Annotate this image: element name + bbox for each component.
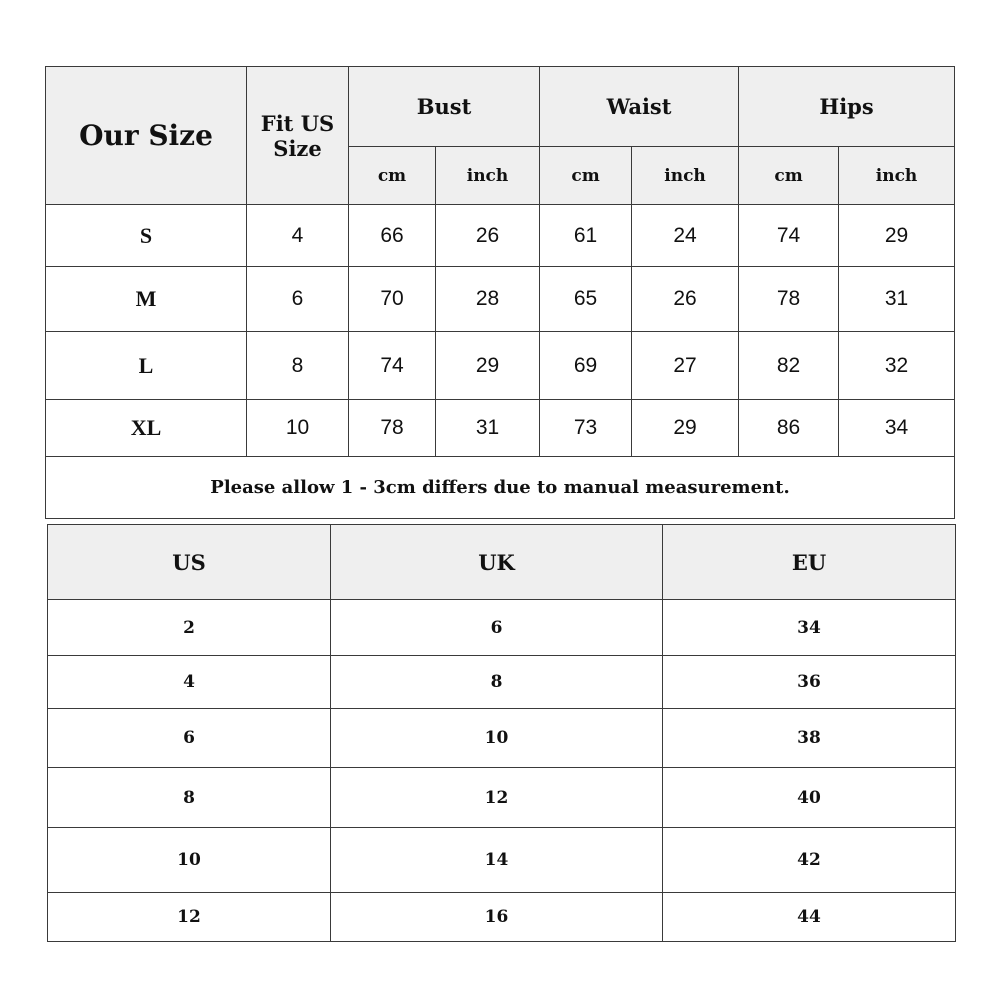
table-row <box>48 828 956 893</box>
waist-inch-value: 29 <box>632 400 739 457</box>
size-label: M <box>46 267 247 332</box>
fit-us-size-value: 8 <box>247 332 349 400</box>
header-uk: UK <box>331 525 663 600</box>
waist-inch-value: 27 <box>632 332 739 400</box>
eu-size-value: 42 <box>663 828 956 893</box>
bust-inch-value: 28 <box>436 267 540 332</box>
bust-cm-value: 78 <box>349 400 436 457</box>
table-row <box>48 656 956 709</box>
bust-cm-value: 70 <box>349 267 436 332</box>
us-size-value: 10 <box>48 828 331 893</box>
hips-cm-value: 86 <box>739 400 839 457</box>
unit-hips-inch: inch <box>839 147 955 205</box>
us-size-value: 8 <box>48 768 331 828</box>
waist-inch-value: 26 <box>632 267 739 332</box>
waist-cm-value: 69 <box>540 332 632 400</box>
bust-inch-value: 31 <box>436 400 540 457</box>
header-fit-us-size: Fit US Size <box>247 67 349 205</box>
eu-size-value: 34 <box>663 600 956 656</box>
unit-hips-cm: cm <box>739 147 839 205</box>
size-label: XL <box>46 400 247 457</box>
hips-inch-value: 29 <box>839 205 955 267</box>
eu-size-value: 38 <box>663 709 956 768</box>
header-eu: EU <box>663 525 956 600</box>
hips-cm-value: 82 <box>739 332 839 400</box>
header-hips: Hips <box>739 67 955 147</box>
table-row <box>46 332 955 400</box>
size-conversion-table <box>47 524 956 942</box>
uk-size-value: 8 <box>331 656 663 709</box>
hips-inch-value: 32 <box>839 332 955 400</box>
waist-cm-value: 61 <box>540 205 632 267</box>
fit-us-size-value: 6 <box>247 267 349 332</box>
bust-cm-value: 66 <box>349 205 436 267</box>
table-row <box>48 709 956 768</box>
size-measurement-table <box>45 66 955 519</box>
fit-us-size-value: 10 <box>247 400 349 457</box>
size-label: L <box>46 332 247 400</box>
table-row <box>46 205 955 267</box>
eu-size-value: 36 <box>663 656 956 709</box>
header-our-size: Our Size <box>46 67 247 205</box>
uk-size-value: 10 <box>331 709 663 768</box>
uk-size-value: 16 <box>331 893 663 942</box>
fit-us-size-value: 4 <box>247 205 349 267</box>
unit-waist-inch: inch <box>632 147 739 205</box>
measurement-note: Please allow 1 - 3cm differs due to manual measurement. <box>46 457 955 519</box>
bust-inch-value: 29 <box>436 332 540 400</box>
uk-size-value: 12 <box>331 768 663 828</box>
table-row <box>46 267 955 332</box>
hips-cm-value: 74 <box>739 205 839 267</box>
table-row <box>46 400 955 457</box>
hips-cm-value: 78 <box>739 267 839 332</box>
table-row <box>48 893 956 942</box>
unit-waist-cm: cm <box>540 147 632 205</box>
unit-bust-inch: inch <box>436 147 540 205</box>
eu-size-value: 44 <box>663 893 956 942</box>
bust-cm-value: 74 <box>349 332 436 400</box>
us-size-value: 12 <box>48 893 331 942</box>
header-us: US <box>48 525 331 600</box>
waist-inch-value: 24 <box>632 205 739 267</box>
uk-size-value: 6 <box>331 600 663 656</box>
unit-bust-cm: cm <box>349 147 436 205</box>
header-waist: Waist <box>540 67 739 147</box>
us-size-value: 6 <box>48 709 331 768</box>
waist-cm-value: 73 <box>540 400 632 457</box>
eu-size-value: 40 <box>663 768 956 828</box>
us-size-value: 4 <box>48 656 331 709</box>
hips-inch-value: 34 <box>839 400 955 457</box>
size-label: S <box>46 205 247 267</box>
uk-size-value: 14 <box>331 828 663 893</box>
hips-inch-value: 31 <box>839 267 955 332</box>
table-row <box>48 600 956 656</box>
waist-cm-value: 65 <box>540 267 632 332</box>
header-bust: Bust <box>349 67 540 147</box>
bust-inch-value: 26 <box>436 205 540 267</box>
table-row <box>48 768 956 828</box>
us-size-value: 2 <box>48 600 331 656</box>
